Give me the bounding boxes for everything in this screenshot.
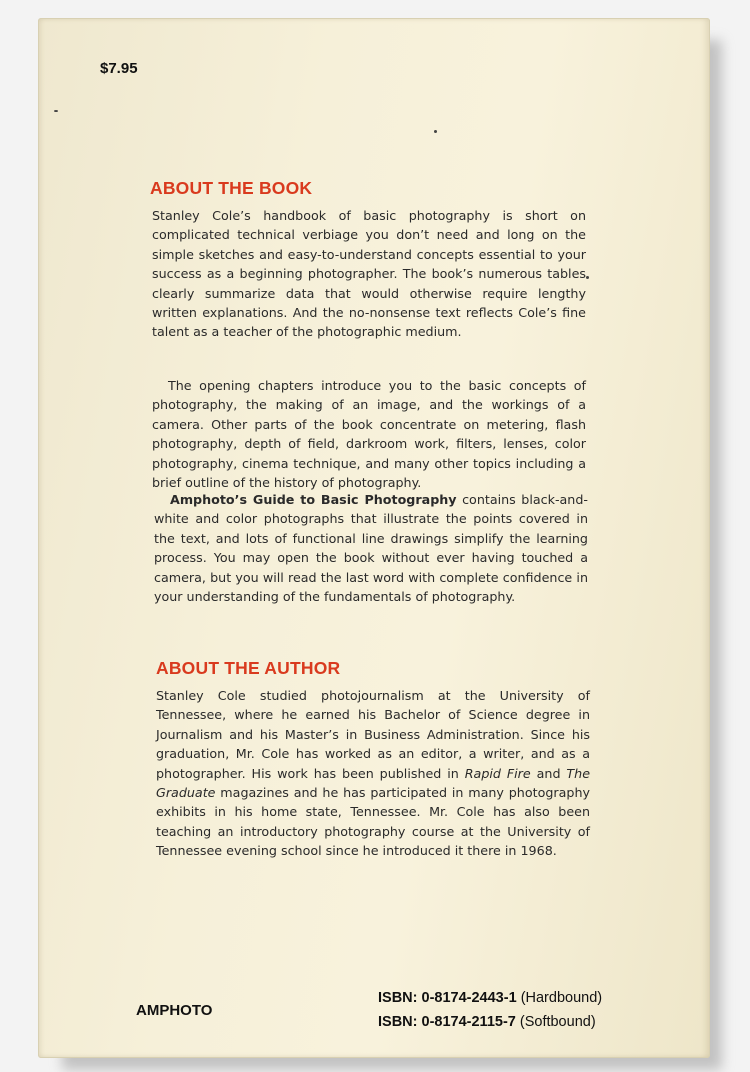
- isbn-label: ISBN:: [378, 990, 418, 1006]
- isbn-binding: (Hardbound): [520, 990, 603, 1006]
- about-book-paragraph-3: [154, 490, 588, 606]
- isbn-binding: (Softbound): [519, 1014, 596, 1030]
- magazine-title-1: Rapid Fire: [464, 765, 531, 781]
- magazine-title-2: The Graduate: [156, 765, 591, 801]
- isbn-number: 0-8174-2443-1: [421, 990, 517, 1006]
- book-back-cover: [38, 18, 710, 1058]
- isbn-number: 0-8174-2115-7: [421, 1014, 516, 1030]
- paragraph-3-body: contains black-and-white and color photographs that illustrate the points covered in the text, and lots of functional line drawings simplify the learning process. You may open the book without ever having touched a camera, but you will read the last word with complete confidence in your understanding of the fundamentals of photography.: [154, 492, 588, 605]
- author-text-part-a: Stanley Cole studied photojournalism at the University of Tennessee, where he earned his Bachelor of Science degree in Journalism and his Master’s in Business Administration. Since his graduation, Mr. Cole has worked as an editor, a writer, and as a photographer. His work has been published in: [156, 688, 590, 781]
- author-text-part-b: and: [530, 765, 567, 781]
- isbn-softbound: [378, 1014, 596, 1030]
- paper-speck: [434, 130, 437, 133]
- isbn-hardbound: [378, 990, 602, 1006]
- isbn-label: ISBN:: [378, 1014, 418, 1030]
- paper-speck: [586, 276, 589, 279]
- publisher-name: AMPHOTO: [136, 1002, 213, 1019]
- about-author-heading: ABOUT THE AUTHOR: [156, 658, 341, 678]
- about-book-paragraph-1: Stanley Cole’s handbook of basic photography is short on complicated technical verbiage you don’t need and long on the simple sketches and easy-to-understand concepts essential to your success as a beginning photographer. The book’s numerous tables clearly summarize data that would otherwise require lengthy written explanations. And the no-nonsense text reflects Cole’s fine talent as a teacher of the photographic medium.: [152, 208, 586, 340]
- paper-speck: [54, 110, 58, 112]
- about-book-paragraph-2: The opening chapters introduce you to the basic concepts of photography, the making of an image, and the workings of a camera. Other parts of the book concentrate on metering, flash photography, depth of field, darkroom work, filters, lenses, color photography, cinema technique, and many other topics including a brief outline of the history of photography.: [152, 378, 586, 491]
- about-book-heading: ABOUT THE BOOK: [150, 178, 313, 198]
- price-label: $7.95: [100, 60, 138, 77]
- about-author-paragraph: [156, 686, 590, 861]
- book-title: Amphoto’s Guide to Basic Photography: [170, 492, 457, 507]
- author-text-part-c: magazines and he has participated in many photography exhibits in his home state, Tennessee. Mr. Cole has also been teaching an introductory photography course at the University of Tennessee evening school since he introduced it there in 1968.: [156, 785, 590, 859]
